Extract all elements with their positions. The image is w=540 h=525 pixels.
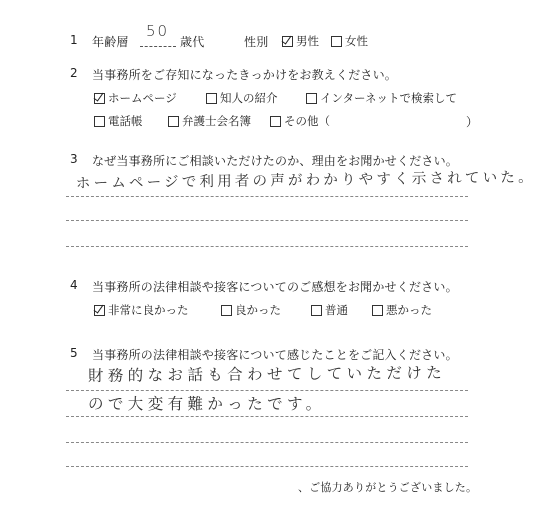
q2-number: 2: [70, 66, 78, 80]
q5-answer-line1: 財務的なお話も合わせてしていただけた: [87, 363, 447, 386]
gender-female-option[interactable]: [331, 33, 368, 49]
q4-question: 当事務所の法律相談や接客についてのご感想をお聞かせください。: [92, 280, 458, 294]
q4-option-label: 悪かった: [386, 303, 432, 317]
q1-number: 1: [70, 33, 78, 47]
q5-answer-rule: [66, 466, 468, 467]
age-underline: [140, 46, 176, 47]
age-value-handwritten: 50: [146, 22, 170, 40]
q5-answer-rule: [66, 390, 468, 391]
q4-option-label: 良かった: [235, 303, 281, 317]
q2-checkbox-homepage[interactable]: [94, 93, 105, 104]
q3-answer-rule: [66, 246, 468, 247]
q5-answer-rule: [66, 442, 468, 443]
q2-option-label: 弁護士会名簿: [182, 114, 251, 128]
q2-option-internet[interactable]: [306, 90, 457, 106]
gender-male-option[interactable]: [282, 33, 319, 49]
q3-answer-rule: [66, 196, 468, 197]
gender-female-label: 女性: [345, 34, 368, 48]
gender-male-label: 男性: [296, 34, 319, 48]
q5-answer-rule: [66, 416, 468, 417]
q2-option-homepage[interactable]: [94, 90, 177, 106]
q4-checkbox-average[interactable]: [311, 305, 322, 316]
q2-other-close-paren: ）: [466, 115, 479, 129]
q4-option-label: 普通: [325, 303, 348, 317]
q2-option-acquaintance[interactable]: [206, 90, 278, 106]
q2-checkbox-acquaintance[interactable]: [206, 93, 217, 104]
q4-option-good[interactable]: [221, 302, 281, 318]
q2-option-label: 電話帳: [108, 114, 143, 128]
gender-male-checkbox[interactable]: [282, 36, 293, 47]
q2-option-label: 知人の紹介: [220, 91, 278, 105]
q2-checkbox-other[interactable]: [270, 116, 281, 127]
q2-checkbox-bar-directory[interactable]: [168, 116, 179, 127]
q2-checkbox-internet[interactable]: [306, 93, 317, 104]
q2-option-other[interactable]: [270, 113, 330, 129]
q2-option-label: インターネットで検索して: [320, 91, 457, 105]
q4-checkbox-very-good[interactable]: [94, 305, 105, 316]
q3-number: 3: [70, 152, 78, 166]
age-suffix: 歳代: [180, 35, 205, 49]
q5-number: 5: [70, 346, 78, 360]
gender-label: 性別: [244, 35, 269, 49]
q4-option-bad[interactable]: [372, 302, 432, 318]
q4-option-label: 非常に良かった: [108, 303, 189, 317]
q2-option-bar-directory[interactable]: [168, 113, 251, 129]
q5-answer-line2: ので大変有難かったです。: [88, 395, 326, 413]
q2-question: 当事務所をご存知になったきっかけをお教えください。: [92, 68, 398, 82]
q2-checkbox-phonebook[interactable]: [94, 116, 105, 127]
thanks-message: 、ご協力ありがとうございました。: [298, 481, 478, 494]
q3-answer-rule: [66, 220, 468, 221]
q2-option-label: その他（: [284, 114, 330, 128]
q5-question: 当事務所の法律相談や接客について感じたことをご記入ください。: [92, 348, 458, 362]
q2-option-phonebook[interactable]: [94, 113, 143, 129]
q4-checkbox-good[interactable]: [221, 305, 232, 316]
q4-checkbox-bad[interactable]: [372, 305, 383, 316]
q4-option-average[interactable]: [311, 302, 348, 318]
age-label: 年齢層: [92, 35, 129, 49]
q3-answer-line1: ホームページで利用者の声がわかりやすく示されていた。: [75, 169, 536, 193]
gender-female-checkbox[interactable]: [331, 36, 342, 47]
q2-option-label: ホームページ: [108, 91, 177, 105]
q4-number: 4: [70, 278, 78, 292]
q4-option-very-good[interactable]: [94, 302, 189, 318]
q3-question: なぜ当事務所にご相談いただけたのか、理由をお聞かせください。: [92, 154, 459, 168]
